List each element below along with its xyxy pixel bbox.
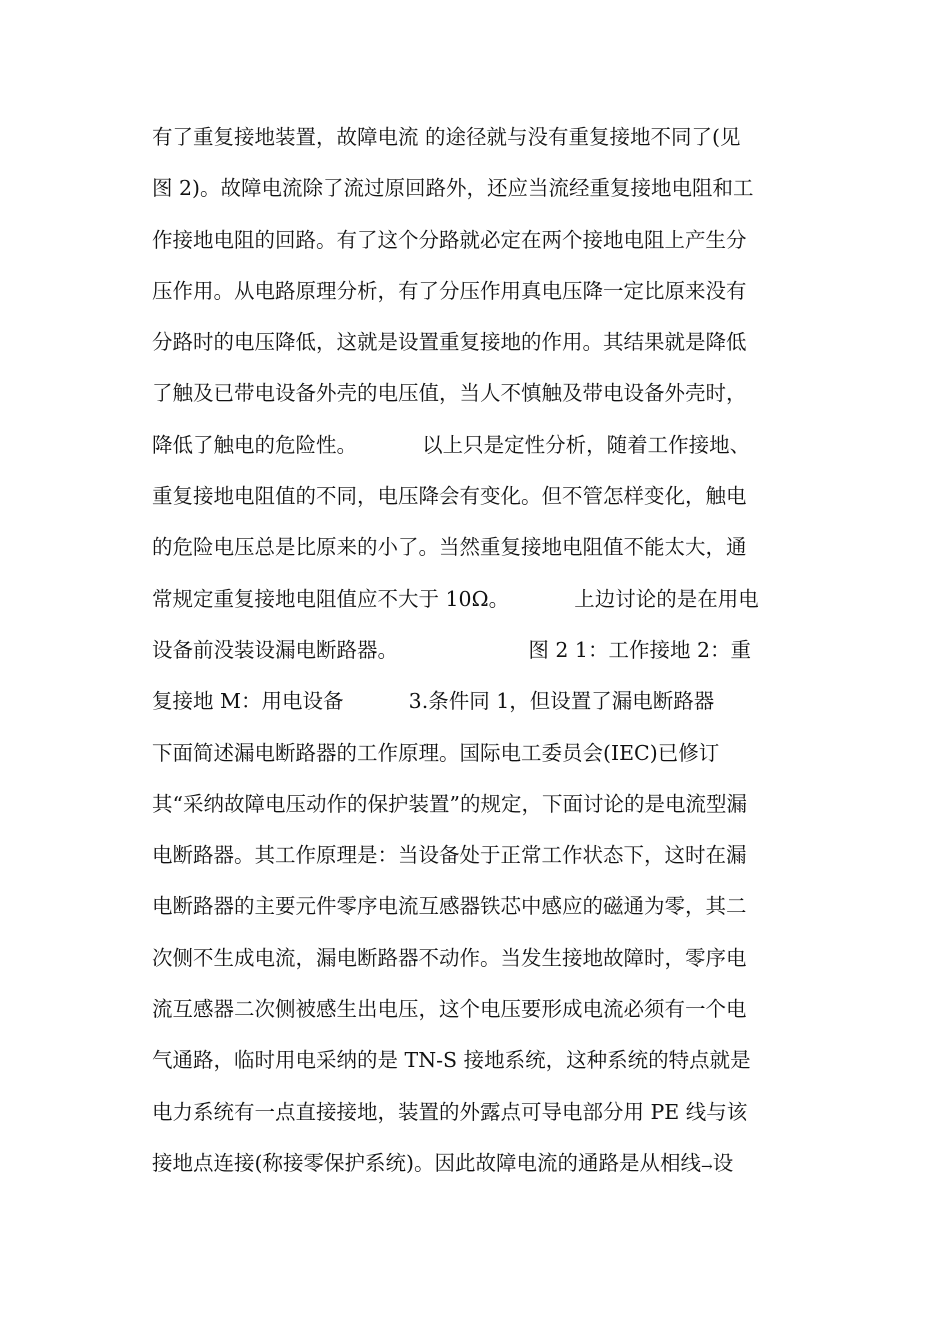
text-line: 其“采纳故障电压动作的保护装置”的规定，下面讨论的是电流型漏 bbox=[152, 791, 747, 816]
text-line: 流互感器二次侧被感生出电压，这个电压要形成电流必须有一个电 bbox=[152, 997, 747, 1022]
text-line: 作接地电阻的回路。有了这个分路就必定在两个接地电阻上产生分 bbox=[152, 227, 747, 252]
text-line: 有了重复接地装置，故障电流 的途径就与没有重复接地不同了(见 bbox=[152, 125, 741, 149]
text-line: 的危险电压总是比原来的小了。当然重复接地电阻值不能太大，通 bbox=[152, 535, 747, 560]
text-line: 降低了触电的危险性。 以上只是定性分析，随着工作接地、 bbox=[152, 432, 751, 457]
text-line: 了触及已带电设备外壳的电压值，当人不慎触及带电设备外壳时， bbox=[152, 381, 747, 406]
text-line: 次侧不生成电流，漏电断路器不动作。当发生接地故障时，零序电 bbox=[152, 945, 747, 970]
text-line: 压作用。从电路原理分析，有了分压作用真电压降一定比原来没有 bbox=[152, 278, 747, 303]
text-line: 复接地 M：用电设备 3.条件同 1，但设置了漏电断路器 bbox=[152, 689, 715, 714]
document-body bbox=[152, 112, 812, 1189]
text-line: 电力系统有一点直接接地，装置的外露点可导电部分用 PE 线与该 bbox=[152, 1099, 748, 1124]
text-line: 气通路，临时用电采纳的是 TN-S 接地系统，这种系统的特点就是 bbox=[152, 1048, 751, 1073]
text-line: 下面简述漏电断路器的工作原理。国际电工委员会(IEC)已修订 bbox=[152, 740, 720, 765]
last-line-end: 设 bbox=[712, 1150, 734, 1175]
text-line: 重复接地电阻值的不同，电压降会有变化。但不管怎样变化，触电 bbox=[152, 484, 747, 509]
text-line: 图 2)。故障电流除了流过原回路外，还应当流经重复接地电阻和工 bbox=[152, 176, 754, 201]
text-line: 电断路器。其工作原理是：当设备处于正常工作状态下，这时在漏 bbox=[152, 843, 747, 868]
right-arrow-icon: → bbox=[701, 1158, 713, 1175]
text-line: 常规定重复接地电阻值应不大于 10Ω。 上边讨论的是在用电 bbox=[152, 586, 759, 611]
text-line: 设备前没装设漏电断路器。 图 2 1：工作接地 2：重 bbox=[152, 637, 752, 662]
last-line-text: 接地点连接(称接零保护系统)。因此故障电流的通路是从相线 bbox=[152, 1150, 701, 1175]
text-line: 电断路器的主要元件零序电流互感器铁芯中感应的磁通为零，其二 bbox=[152, 894, 747, 919]
text-line-last bbox=[152, 1138, 812, 1189]
text-line: 分路时的电压降低，这就是设置重复接地的作用。其结果就是降低 bbox=[152, 330, 747, 355]
